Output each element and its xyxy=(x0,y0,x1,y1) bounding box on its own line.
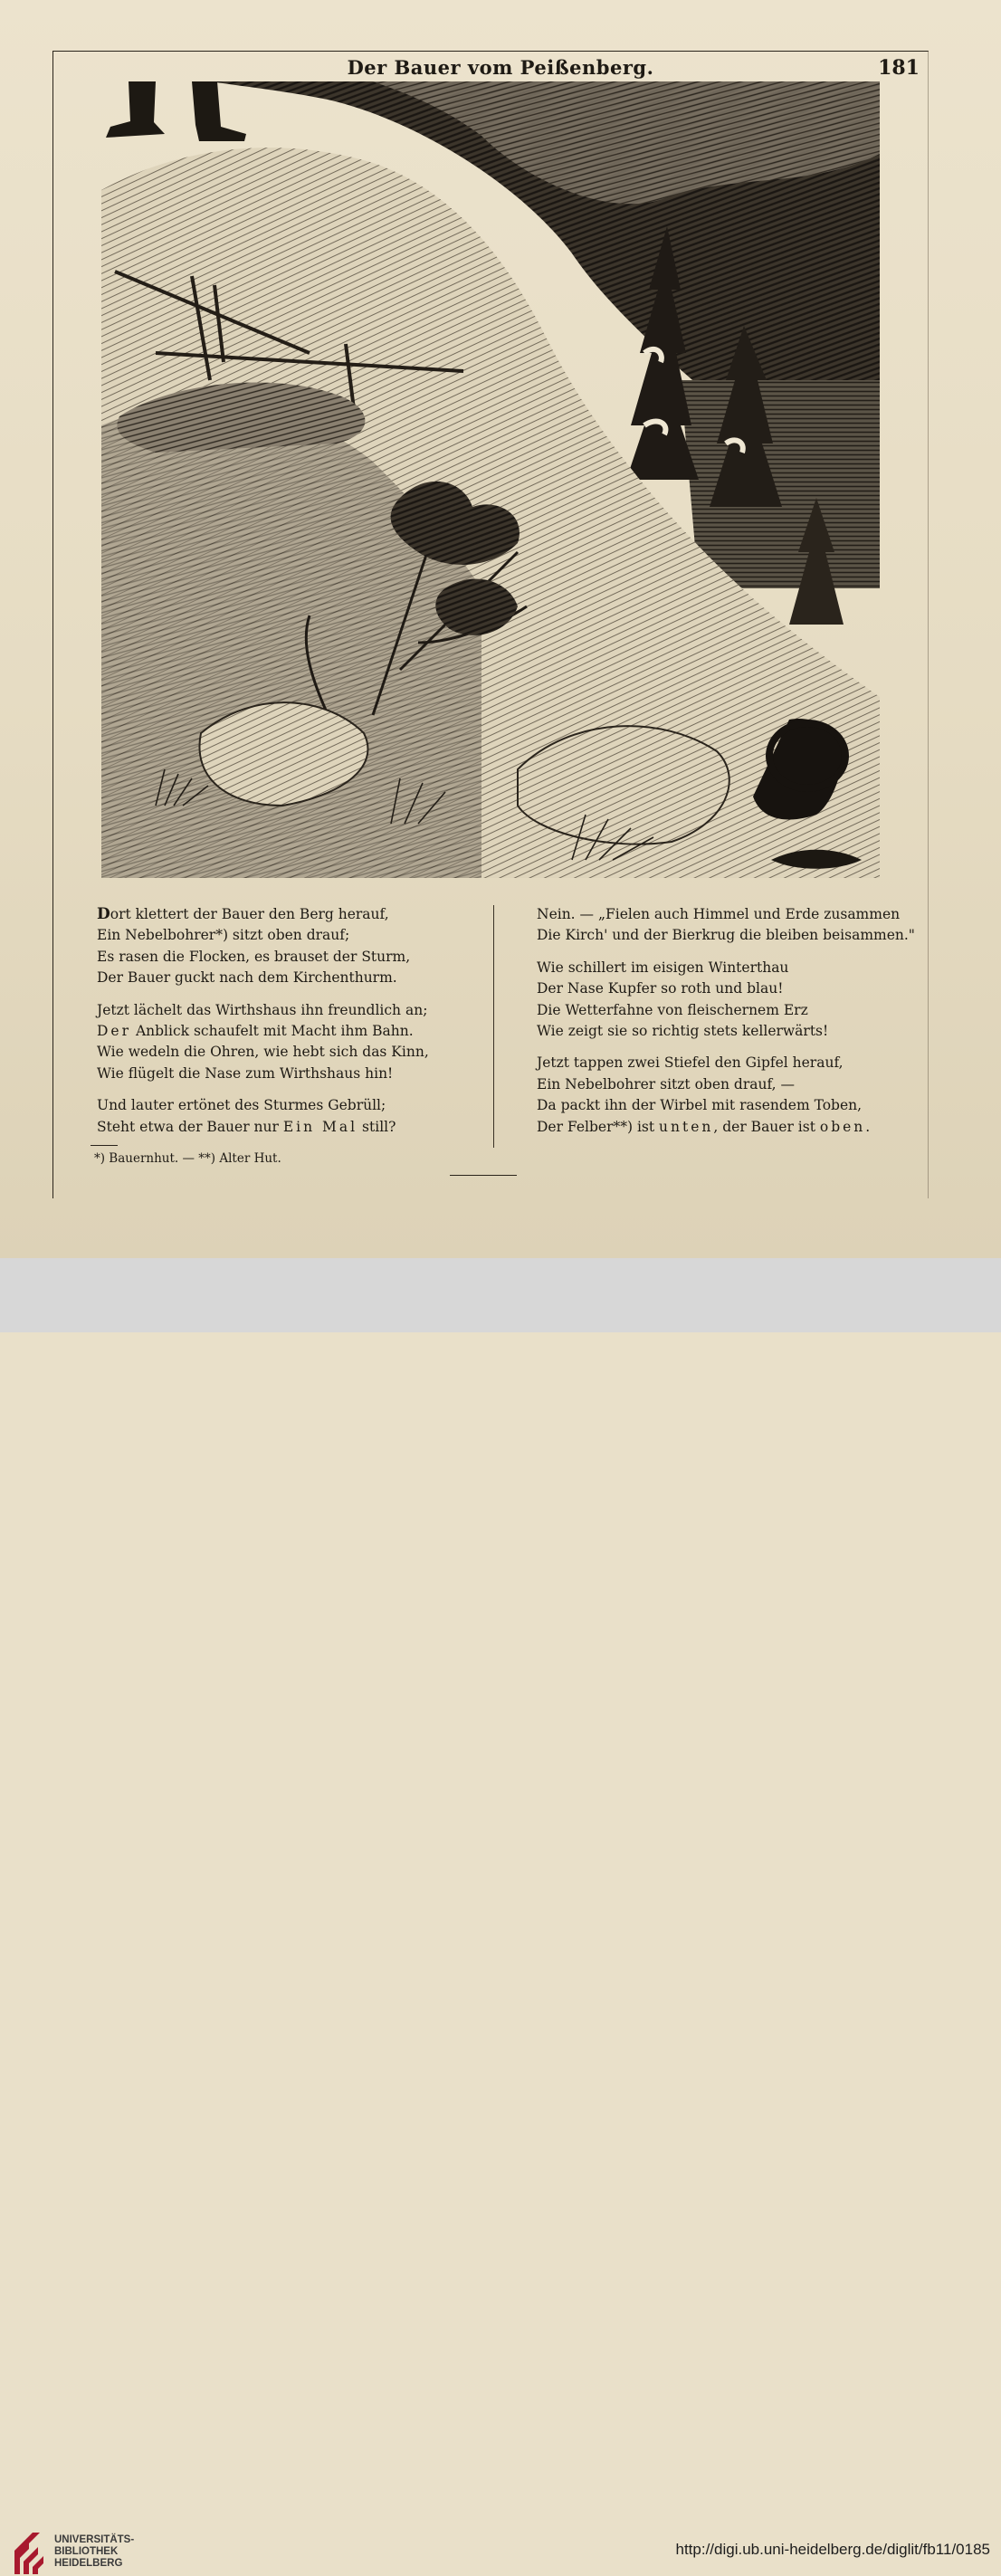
library-logo-icon xyxy=(11,2529,47,2576)
poem-line: Jetzt tappen zwei Stiefel den Gipfel herauf, xyxy=(537,1054,844,1072)
stanza-2 xyxy=(97,1000,477,1085)
footnote-rule xyxy=(91,1145,118,1146)
poem-line: Steht etwa der Bauer nur Ein Mal still? xyxy=(97,1118,396,1135)
frame-top-rule xyxy=(52,51,929,52)
library-footer xyxy=(0,1258,1001,2569)
poem-left-column xyxy=(97,904,477,1149)
footnote: *) Bauernhut. — **) Alter Hut. xyxy=(94,1151,281,1166)
distant-sea xyxy=(681,380,880,588)
frame-left-rule xyxy=(52,51,53,1198)
poem-line: Wie flügelt die Nase zum Wirthshaus hin! xyxy=(97,1064,394,1082)
page-header-title: Der Bauer vom Peißenberg. xyxy=(347,56,654,79)
stanza-5 xyxy=(537,958,917,1043)
frame-right-rule xyxy=(928,51,929,1198)
end-rule xyxy=(450,1175,517,1176)
poem-line: Da packt ihn der Wirbel mit rasendem Toben, xyxy=(537,1097,863,1114)
poem-line: Der Bauer guckt nach dem Kirchenthurm. xyxy=(97,969,397,987)
poem-line: Und lauter ertönet des Sturmes Gebrüll; xyxy=(97,1097,386,1114)
poem-line: Der Anblick schaufelt mit Macht ihm Bahn. xyxy=(97,1023,414,1040)
library-name: UNIVERSITÄTS- BIBLIOTHEK HEIDELBERG xyxy=(54,2534,135,2569)
poem-line: Der Nase Kupfer so roth und blau! xyxy=(537,980,784,997)
poem-right-column xyxy=(537,904,917,1149)
column-divider xyxy=(493,905,494,1148)
poem-line: Jetzt lächelt das Wirthshaus ihn freundlich an; xyxy=(97,1001,428,1018)
poem-line: Die Wetterfahne von fleischernem Erz xyxy=(537,1001,808,1018)
poem-line: Die Kirch' und der Bierkrug die bleiben beisammen." xyxy=(537,927,915,944)
dropcap-letter: D xyxy=(97,905,110,923)
poem-line: Wie wedeln die Ohren, wie hebt sich das Kinn, xyxy=(97,1044,429,1061)
stanza-3 xyxy=(97,1095,477,1138)
page-number: 181 xyxy=(878,56,920,80)
stanza-6 xyxy=(537,1053,917,1138)
poem-line: Nein. — „Fielen auch Himmel und Erde zusammen xyxy=(537,906,901,922)
poem-line: Ein Nebelbohrer*) sitzt oben drauf; xyxy=(97,927,350,944)
poem-line: Ein Nebelbohrer sitzt oben drauf, — xyxy=(537,1075,796,1092)
peasant-boots xyxy=(106,81,246,141)
poem-line: Der Felber**) ist unten, der Bauer ist oben. xyxy=(537,1118,871,1135)
page-scan xyxy=(0,0,1001,1258)
poem-line: Dort klettert der Bauer den Berg herauf, xyxy=(97,905,389,923)
poem-line: Wie zeigt sie so richtig stets kellerwärts! xyxy=(537,1023,829,1040)
woodcut-illustration xyxy=(101,81,880,878)
poem-line: Es rasen die Flocken, es brauset der Sturm, xyxy=(97,948,411,965)
poem-line: Wie schillert im eisigen Winterthau xyxy=(537,959,789,976)
source-url-link[interactable]: http://digi.ub.uni-heidelberg.de/diglit/fb11/0185 xyxy=(675,2541,990,2558)
stanza-4 xyxy=(537,904,917,947)
stanza-1 xyxy=(97,904,477,989)
